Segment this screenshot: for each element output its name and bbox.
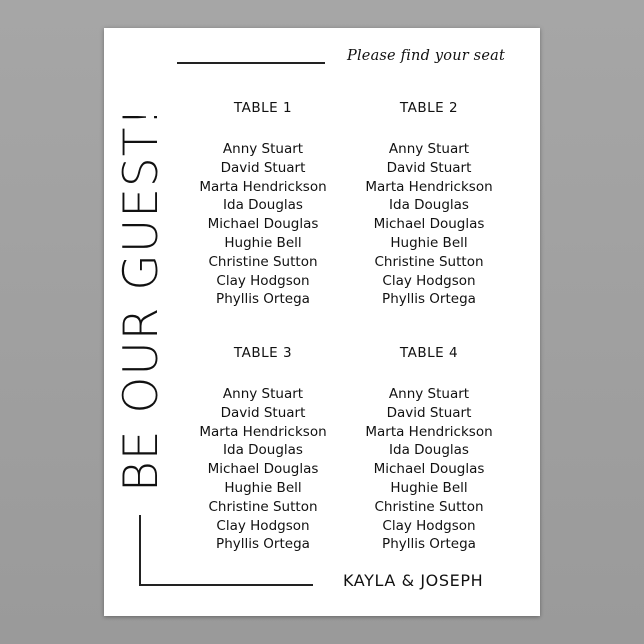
table-3 [178,345,348,554]
guest-name: Anny Stuart [388,386,470,402]
guest-name: Hughie Bell [224,234,302,251]
guest-name: Christine Sutton [208,498,318,515]
guest-name: Ida Douglas [223,197,303,214]
guest-name: Hughie Bell [390,234,468,251]
guest-name: Phyllis Ortega [382,291,476,308]
guest-name: Clay Hodgson [382,272,476,289]
guest-name: Clay Hodgson [216,272,310,289]
guest-name: Marta Hendrickson [365,423,493,440]
guest-name: Christine Sutton [374,498,484,515]
table-title: TABLE 1 [233,100,293,116]
guest-name: Michael Douglas [207,461,319,478]
guest-name: Ida Douglas [389,197,469,214]
guest-name: David Stuart [386,404,472,421]
guest-name: Ida Douglas [389,442,469,459]
guest-name: Marta Hendrickson [365,178,493,195]
bottom-frame-horizontal-line [139,584,313,586]
guest-name: Phyllis Ortega [216,291,310,308]
guest-name: Ida Douglas [223,442,303,459]
guest-name: Hughie Bell [390,479,468,496]
table-title: TABLE 4 [399,345,459,361]
guest-name: Phyllis Ortega [216,536,310,553]
guest-name: Clay Hodgson [216,517,310,534]
guest-name: Phyllis Ortega [382,536,476,553]
table-title: TABLE 3 [233,345,293,361]
table-title: TABLE 2 [399,100,459,116]
guest-name: Michael Douglas [207,216,319,233]
guest-name: Anny Stuart [222,141,304,157]
table-4 [344,345,514,554]
guest-name: Christine Sutton [374,253,484,270]
subtitle-script: Please find your seat [347,48,505,64]
guest-name: Marta Hendrickson [199,423,327,440]
guest-name: David Stuart [220,404,306,421]
couple-names: KAYLA & JOSEPH [343,571,484,590]
guest-name: David Stuart [220,159,306,176]
guest-name: David Stuart [386,159,472,176]
guest-name: Anny Stuart [222,386,304,402]
headline: BE OUR GUEST! [114,106,169,492]
guest-name: Anny Stuart [388,141,470,157]
guest-name: Clay Hodgson [382,517,476,534]
guest-name: Christine Sutton [208,253,318,270]
table-1 [178,100,348,309]
table-2 [344,100,514,309]
guest-name: Michael Douglas [373,461,485,478]
guest-name: Michael Douglas [373,216,485,233]
guest-name: Hughie Bell [224,479,302,496]
bottom-frame-vertical-line [139,515,141,585]
guest-name: Marta Hendrickson [199,178,327,195]
top-divider-line [177,62,325,64]
